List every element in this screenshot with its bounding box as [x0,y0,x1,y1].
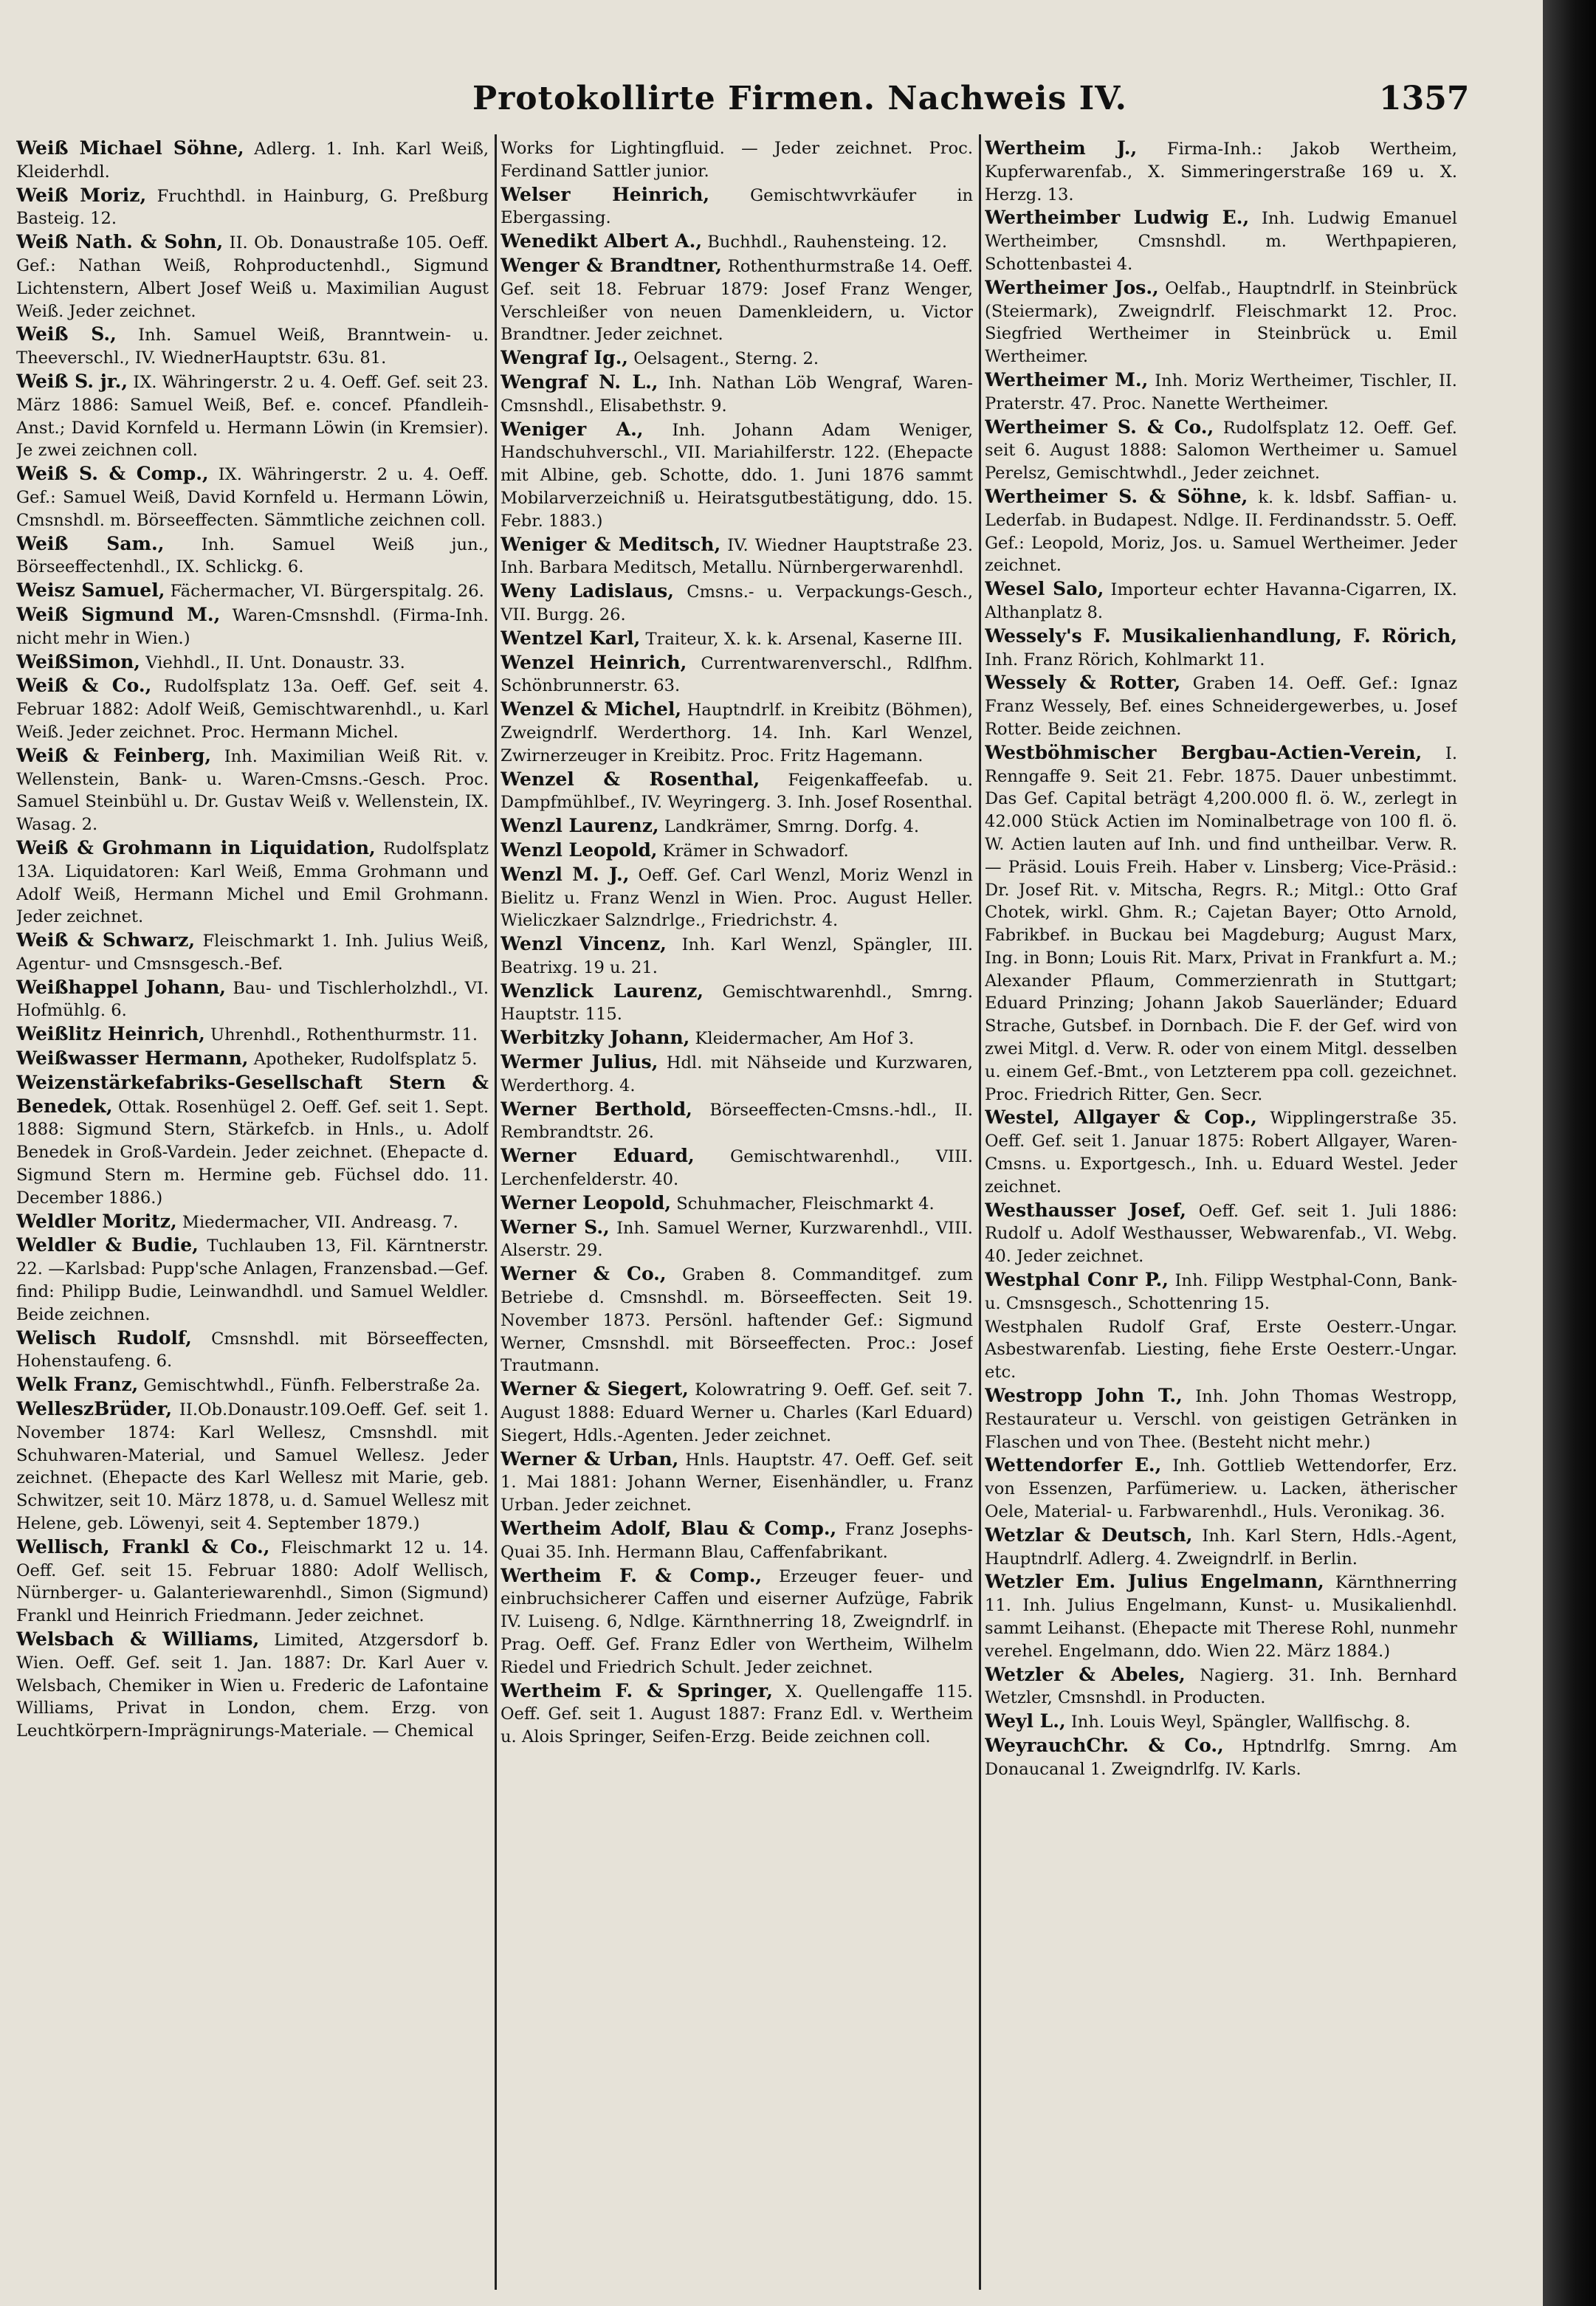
firm-details: Adlerg. 1. Inh. Karl Weiß, Kleiderhdl. [16,140,489,182]
directory-entry [985,1200,1457,1268]
firm-name: Weiß S. & Comp., [16,463,209,485]
firm-details: Fleischmarkt 1. Inh. Julius Weiß, Agentur- und Cmsnsgesch.-Bef. [16,932,489,974]
firm-name: Weizenstärkefabriks-Gesellschaft Stern & Benedek, [16,1071,489,1117]
firm-name: Weyl L., [985,1710,1066,1732]
firm-name: Wenzl M. J., [501,863,630,885]
firm-details: Gemischtwarenhdl., Smrng. Hauptstr. 115. [501,982,973,1025]
firm-name: Weiß Nath. & Sohn, [16,231,224,253]
firm-name: Wenzel & Michel, [501,698,682,720]
directory-entry [985,672,1457,740]
firm-name: Westhausser Josef, [985,1199,1187,1221]
firm-name: Wengraf N. L., [501,371,658,393]
firm-name: Weiß & Feinberg, [16,744,212,766]
firm-name: Werner & Co., [501,1263,667,1285]
firm-name: Weißwasser Hermann, [16,1047,249,1070]
firm-name: Weiß Moriz, [16,184,147,206]
firm-details: Viehhdl., II. Unt. Donaustr. 33. [145,653,405,672]
firm-name: Wertheim F. & Springer, [501,1679,773,1701]
directory-entry [16,185,489,231]
firm-details: Krämer in Schwadorf. [662,841,849,861]
firm-details: Inh. Samuel Werner, Kurzwarenhdl., VIII. Alserstr. 29. [501,1218,973,1261]
firm-name: Wellisch, Frankl & Co., [16,1535,270,1558]
firm-details: Importeur echter Havanna-Cigarren, IX. Althanplatz 8. [985,580,1457,622]
firm-details: IX. Währingerstr. 2 u. 4. Oeff. Gef.: Samuel Weiß, David Kornfeld u. Hermann Löwin, Cmsnshdl. m. Börseeffecten. Sämmtliche zeichnen coll. [16,465,489,530]
firm-details: II. Ob. Donaustraße 105. Oeff. Gef.: Nathan Weiß, Rohproductenhdl., Sigmund Lichtenstern, Albert Josef Weiß u. Maximilian August Weiß. Jeder zeichnet. [16,233,489,321]
firm-details: Nagierg. 31. Inh. Bernhard Wetzler, Cmsnshdl. in Producten. [985,1665,1457,1708]
directory-entry [501,1051,973,1098]
directory-entry [16,1374,489,1397]
firm-name: Wenzel & Rosenthal, [501,768,760,790]
firm-name: Wertheimer S. & Söhne, [985,485,1248,507]
firm-details: Bau- und Tischlerholzhdl., VI. Hofmühlg. 6. [16,978,489,1021]
directory-entry [985,1269,1457,1315]
directory-entry [501,1027,973,1050]
firm-details: IX. Währingerstr. 2 u. 4. Oeff. Gef. seit 23. März 1886: Samuel Weiß, Bef. e. concef. Pfandleih-Anst.; David Kornfeld u. Hermann Löwin (in Kremsier). Je zwei zeichnen coll. [16,372,489,461]
directory-entry [985,1316,1457,1384]
directory-entry [16,651,489,675]
column-3 [985,137,1457,2293]
firm-details: Gemischtwvrkäufer in Ebergassing. [501,185,973,228]
firm-name: Weiß & Schwarz, [16,929,196,951]
directory-entry [16,1234,489,1326]
directory-entry [501,1378,973,1447]
firm-name: Weniger A., [501,418,644,440]
firm-details: Oelfab., Hauptndrlf. in Steinbrück (Steiermark), Zweigndrlf. Fleischmarkt 12. Proc. Siegfried Wertheimer in Steinbrück u. Emil Wertheimer. [985,278,1457,367]
firm-details: Gemischtwhdl., Fünfh. Felberstraße 2a. [143,1376,481,1396]
directory-entry [16,1327,489,1374]
directory-entry [16,323,489,370]
directory-entry [16,1023,489,1047]
page-header [0,80,1543,124]
directory-entry [501,815,973,839]
firm-name: Weiß Michael Söhne, [16,137,244,159]
book-spine-edge [1543,0,1596,2306]
firm-details: Waren-Cmsnshdl. (Firma-Inh. nicht mehr in Wien.) [16,605,489,648]
directory-entry [501,255,973,346]
firm-details: Landkrämer, Smrng. Dorfg. 4. [664,817,920,837]
firm-details: Fruchthdl. in Hainburg, G. Preßburg Basteig. 12. [16,186,489,229]
directory-entry [16,1072,489,1210]
directory-entry [16,929,489,976]
directory-entry [985,1385,1457,1453]
firm-name: Weny Ladislaus, [501,580,674,602]
firm-details: Oeff. Gef. seit 1. Juli 1886: Rudolf u. Adolf Westhausser, Webwarenfab., VI. Webg. 40. Jeder zeichnet. [985,1201,1457,1267]
directory-entry [501,419,973,533]
directory-entry [501,933,973,980]
firm-details: Rudolfsplatz 13A. Liquidatoren: Karl Weiß, Emma Grohmann und Adolf Weiß, Hermann Michel und Emil Grohmann. Jeder zeichnet. [16,839,489,927]
firm-details: Firma-Inh.: Jakob Wertheim, Kupferwarenfab., X. Simmeringerstraße 169 u. X. Herzg. 13. [985,140,1457,204]
firm-details: Cmsns.- u. Verpackungs-Gesch., VII. Burgg. 26. [501,582,973,624]
firm-name: Wenzl Vincenz, [501,933,667,955]
directory-entry [16,745,489,836]
firm-details: Hptndrlfg. Smrng. Am Donaucanal 1. Zweigndrlfg. IV. Karls. [985,1736,1457,1779]
firm-details: II.Ob.Donaustr.109.Oeff. Gef. seit 1. November 1874: Karl Wellesz, Cmsnshdl. mit Schuhwaren-Material, und Samuel Wellesz. Jeder zeichnet. (Ehepacte des Karl Wellesz mit Marie, geb. Schwitzer, seit 10. März 1878, u. d. Samuel Wellesz mit Helene, geb. Löwenyi, seit 4. September 1879.) [16,1400,489,1534]
firm-details: Rudolfsplatz 13a. Oeff. Gef. seit 4. Februar 1882: Adolf Weiß, Gemischtwarenhdl., u. Karl Weiß. Jeder zeichnet. Proc. Hermann Michel. [16,677,489,742]
directory-entry [501,1192,973,1216]
column-rule [495,134,497,2290]
firm-details: Inh. Karl Stern, Hdls.-Agent, Hauptndrlf. Adlerg. 4. Zweigndrlf. in Berlin. [985,1526,1457,1569]
directory-entry [985,277,1457,368]
directory-entry [501,1448,973,1517]
firm-name: Westböhmischer Bergbau-Actien-Verein, [985,741,1423,763]
firm-name: Welk Franz, [16,1374,139,1396]
directory-entry [501,347,973,371]
directory-entry [16,1536,489,1628]
firm-name: Werner S., [501,1216,610,1238]
firm-name: Weiß S., [16,323,117,345]
firm-details: Inh. Samuel Weiß, Branntwein- u. Theeverschl., IV. WiednerHauptstr. 63u. 81. [16,326,489,368]
firm-details: Inh. John Thomas Westropp, Restaurateur u. Verschl. von geistigen Getränken in Flaschen und von Thee. (Besteht nicht mehr.) [985,1387,1457,1452]
directory-entry [501,371,973,418]
firm-name: Weiß & Co., [16,675,152,697]
page-number: 1357 [1379,80,1470,117]
firm-name: Wertheimber Ludwig E., [985,207,1250,229]
directory-entry [16,1398,489,1535]
firm-name: Weiß & Grohmann in Liquidation, [16,836,376,858]
firm-details: Traiteur, X. k. k. Arsenal, Kaserne III. [645,629,963,649]
directory-entry [16,371,489,462]
firm-details: I. Renngaffe 9. Seit 21. Febr. 1875. Dauer unbestimmt. Das Gef. Capital beträgt 4,200.000 fl. ö. W., zerlegt in 42.000 Stück Actien im Nominalbetrage von 100 fl. ö. W. Actien lauten auf Inh. und find untheilbar. Verw. R. — Präsid. Louis Freih. Haber v. Linsberg; Vice-Präsid.: Dr. Josef Rit. v. Mitscha, Regrs. R.; Mitgl.: Otto Graf Chotek, wirkl. Ghm. R.; Cajetan Bayer; Otto Arnold, Fabrikbef. in Buckau bei Magdeburg; August Marx, Ing. in Bonn; Louis Rit. Marx, Privat in Frankfurt a. M.; Alexander Pflaum, Commerzienrath in Stuttgart; Eduard Prinzing; Johann Jakob Sauerländer; Eduard Strache, Gutsbef. in Dornbach. Die F. der Gef. wird von zwei Mitgl. d. Verw. R. oder von einem Mitgl. desselben u. einem Gef.-Bmt., von Letzterem ppa coll. gezeichnet. Proc. Friedrich Ritter, Gen. Secr. [985,743,1457,1104]
firm-details: Franz Josephs-Quai 35. Inh. Hermann Blau, Caffenfabrikant. [501,1520,973,1562]
firm-name: Weldler Moritz, [16,1210,177,1232]
directory-entry [501,534,973,580]
firm-name: Wertheim Adolf, Blau & Comp., [501,1518,837,1540]
directory-entry [501,698,973,767]
firm-details: Cmsnshdl. mit Börseeffecten, Hohenstaufeng. 6. [16,1329,489,1371]
firm-name: Wenzel Heinrich, [501,651,687,673]
firm-details: IV. Wiedner Hauptstraße 23. Inh. Barbara Meditsch, Metallu. Nürnbergerwarenhdl. [501,535,973,578]
firm-name: Westel, Allgayer & Cop., [985,1106,1257,1129]
directory-entry [985,1664,1457,1710]
firm-name: Weldler & Budie, [16,1234,199,1256]
directory-entry [501,1518,973,1564]
firm-details: X. Quellengaffe 115. Oeff. Gef. seit 1. August 1887: Franz Edl. v. Wertheim u. Alois Springer, Seifen-Erzg. Beide zeichnen coll. [501,1682,973,1747]
firm-details: Currentwarenverschl., Rdlfhm. Schönbrunnerstr. 63. [501,653,973,696]
directory-entry [501,768,973,815]
directory-entry [985,1571,1457,1662]
firm-name: Welsbach & Williams, [16,1628,260,1650]
firm-details: Feigenkaffeefab. u. Dampfmühlbef., IV. Weyringerg. 3. Inh. Josef Rosenthal. [501,770,973,813]
firm-name: Welser Heinrich, [501,183,710,205]
firm-details: Kleidermacher, Am Hof 3. [695,1029,915,1049]
firm-name: Wermer Julius, [501,1051,658,1073]
directory-entry [501,1263,973,1377]
firm-details: Inh. Moriz Wertheimer, Tischler, II. Praterstr. 47. Proc. Nanette Wertheimer. [985,371,1457,413]
directory-entry [16,463,489,531]
firm-details: Inh. Franz Rörich, Kohlmarkt 11. [985,650,1265,670]
firm-name: Wentzel Karl, [501,627,641,649]
directory-entry [985,1524,1457,1571]
directory-entry [985,625,1457,672]
firm-details: Miedermacher, VII. Andreasg. 7. [182,1212,458,1232]
firm-details: Westphalen Rudolf Graf, Erste Oesterr.-Ungar. Asbestwarenfab. Liesting, fiehe Erste Oesterr.-Ungar. etc. [985,1317,1457,1383]
page-title: Protokollirte Firmen. Nachweis IV. [472,80,1127,117]
column-2 [501,137,973,2293]
firm-name: Weißhappel Johann, [16,976,226,998]
directory-entry [501,627,973,651]
firm-details: Oelsagent., Sterng. 2. [633,349,819,369]
firm-name: Welisch Rudolf, [16,1326,192,1349]
firm-name: Wenedikt Albert A., [501,230,703,252]
firm-name: Weiß Sigmund M., [16,603,221,625]
directory-entry [501,1145,973,1191]
firm-name: Wenzlick Laurenz, [501,980,704,1002]
firm-name: Wessely's F. Musikalienhandlung, F. Rörich, [985,624,1457,647]
directory-entry [16,1047,489,1071]
directory-entry [985,207,1457,275]
firm-details: k. k. ldsbf. Saffian- u. Lederfab. in Budapest. Ndlge. II. Ferdinandsstr. 5. Oeff. Gef.: Leopold, Moriz, Jos. u. Samuel Wertheimer. Jeder zeichnet. [985,487,1457,576]
firm-details: Hauptndrlf. in Kreibitz (Böhmen), Zweigndrlf. Werderthorg. 14. Inh. Karl Wenzel, Zwirnerzeuger in Kreibitz. Proc. Fritz Hagemann. [501,701,973,765]
firm-name: Wertheim F. & Comp., [501,1564,763,1586]
firm-details: Börseeffecten-Cmsns.-hdl., II. Rembrandtstr. 26. [501,1100,973,1143]
firm-details: Inh. Nathan Löb Wengraf, Waren-Cmsnshdl., Elisabethstr. 9. [501,373,973,416]
directory-entry [16,1211,489,1234]
directory-entry [16,231,489,323]
firm-name: Wertheimer Jos., [985,276,1159,298]
firm-name: Wertheimer S. & Co., [985,416,1214,438]
firm-details: Rudolfsplatz 12. Oeff. Gef. seit 6. August 1888: Salomon Wertheimer u. Samuel Perelsz, Gemischtwhdl., Jeder zeichnet. [985,418,1457,483]
firm-name: Weniger & Meditsch, [501,533,721,555]
firm-name: Weiß S. jr., [16,370,128,392]
firm-name: WeyrauchChr. & Co., [985,1734,1224,1756]
directory-entry [16,137,489,184]
directory-entry [501,1216,973,1263]
firm-name: WeißSimon, [16,650,140,672]
directory-entry [985,578,1457,624]
firm-name: Wenger & Brandtner, [501,254,722,276]
firm-details: Buchhdl., Rauhensteing. 12. [707,233,948,252]
firm-name: WelleszBrüder, [16,1398,173,1420]
firm-name: Westphal Conr P., [985,1269,1169,1291]
firm-details: Oeff. Gef. Carl Wenzl, Moriz Wenzl in Bielitz u. Franz Wenzl in Wien. Proc. August Heller. Wieliczkaer Salzndrlge., Friedrichstr. 4. [501,865,973,931]
firm-details: Inh. Samuel Weiß jun., Börseeffectenhdl., IX. Schlickg. 6. [16,534,489,577]
firm-details: Rothenthurmstraße 14. Oeff. Gef. seit 18. Februar 1879: Josef Franz Wenger, Verschleißer von neuen Damenkleidern, u. Victor Brandtner. Jeder zeichnet. [501,256,973,345]
directory-entry [501,839,973,863]
firm-name: Wertheimer M., [985,368,1149,390]
directory-entry [16,1628,489,1743]
directory-entry [16,533,489,579]
firm-name: Wertheim J., [985,137,1138,159]
firm-details: Kolowratring 9. Oeff. Gef. seit 7. August 1888: Eduard Werner u. Charles (Karl Eduard) Siegert, Hdls.-Agenten. Jeder zeichnet. [501,1380,973,1445]
firm-name: Westropp John T., [985,1385,1183,1407]
directory-entry [501,230,973,254]
directory-entry [985,1454,1457,1523]
firm-details: Wipplingerstraße 35. Oeff. Gef. seit 1. Januar 1875: Robert Allgayer, Waren-Cmsns. u. Exportgesch., Inh. u. Eduard Westel. Jeder zeichnet. [985,1109,1457,1197]
directory-entry [985,1710,1457,1734]
directory-entry [501,1098,973,1145]
firm-name: Werbitzky Johann, [501,1027,690,1049]
firm-details: Inh. Filipp Westphal-Conn, Bank- u. Cmsnsgesch., Schottenring 15. [985,1271,1457,1313]
firm-details: Graben 8. Commanditgef. zum Betriebe d. Cmsnshdl. m. Börseeffecten. Seit 19. November 1873. Persönl. haftender Gef.: Sigmund Werner, Cmsnshdl. mit Börseeffecten. Proc.: Josef Trautmann. [501,1265,973,1376]
firm-details: Fleischmarkt 12 u. 14. Oeff. Gef. seit 15. Februar 1880: Adolf Wellisch, Nürnberger- u. Galanteriewarenhdl., Simon (Sigmund) Frankl und Heinrich Friedmann. Jeder zeichnet. [16,1538,489,1626]
firm-details: Uhrenhdl., Rothenthurmstr. 11. [210,1025,478,1045]
firm-details: Works for Lightingfluid. — Jeder zeichnet. Proc. Ferdinand Sattler junior. [501,139,973,181]
firm-name: Werner Eduard, [501,1145,695,1167]
firm-name: Weiß Sam., [16,532,165,554]
firm-name: Weißlitz Heinrich, [16,1023,205,1045]
directory-entry [985,1735,1457,1781]
directory-entry [16,675,489,743]
firm-details: Inh. Gottlieb Wettendorfer, Erz. von Essenzen, Parfümeriew. u. Lacken, ätherischer Oele, Material- u. Farbwarenhdl., Huls. Veronikag. 36. [985,1456,1457,1522]
directory-entry [985,369,1457,416]
firm-name: Wessely & Rotter, [985,672,1181,694]
directory-entry [501,184,973,230]
directory-entry [985,1106,1457,1198]
firm-name: Wenzl Leopold, [501,839,658,861]
firm-name: Weisz Samuel, [16,579,165,602]
directory-entry [16,837,489,929]
firm-details: Hdl. mit Nähseide und Kurzwaren, Werderthorg. 4. [501,1053,973,1095]
firm-details: Kärnthnerring 11. Inh. Julius Engelmann, Kunst- u. Musikalienhdl. sammt Leihanst. (Ehepacte mit Therese Rohl, nunmehr verehel. Engelmann, ddo. Wien 22. März 1884.) [985,1573,1457,1661]
directory-entry [985,486,1457,577]
directory-entry [985,416,1457,485]
directory-entry [16,604,489,650]
firm-name: Wetzler & Abeles, [985,1663,1186,1685]
firm-details: Gemischtwarenhdl., VIII. Lerchenfelderstr. 40. [501,1147,973,1190]
column-1 [16,137,489,2293]
firm-details: Graben 14. Oeff. Gef.: Ignaz Franz Wessely, Bef. eines Schneidergewerbes, u. Josef Rotter. Beide zeichnen. [985,674,1457,739]
directory-entry [501,137,973,183]
firm-details: Tuchlauben 13, Fil. Kärntnerstr. 22. —Karlsbad: Pupp'sche Anlagen, Franzensbad.—Gef. find: Philipp Budie, Leinwandhdl. und Samuel Weldler. Beide zeichnen. [16,1236,489,1324]
directory-entry [501,1680,973,1749]
firm-name: Werner & Siegert, [501,1378,689,1400]
firm-name: Wesel Salo, [985,578,1104,600]
directory-entry [985,742,1457,1106]
firm-details: Inh. Karl Wenzl, Spängler, III. Beatrixg. 19 u. 21. [501,935,973,977]
firm-name: Wenzl Laurenz, [501,815,659,837]
directory-entry [501,652,973,698]
firm-details: Schuhmacher, Fleischmarkt 4. [676,1194,935,1214]
firm-name: Werner Leopold, [501,1191,672,1214]
directory-entry [501,980,973,1027]
column-rule [979,134,981,2290]
firm-details: Fächermacher, VI. Bürgerspitalg. 26. [170,582,484,602]
directory-entry [16,977,489,1023]
directory-entry [501,1565,973,1679]
firm-details: Erzeuger feuer- und einbruchsicherer Caffen und eiserner Aufzüge, Fabrik IV. Luiseng. 6, Ndlge. Kärnthnerring 18, Zweigndrlf. in Prag. Oeff. Gef. Franz Edler von Wertheim, Wilhelm Riedel und Friedrich Schult. Jeder zeichnet. [501,1566,973,1677]
firm-details: Limited, Atzgersdorf b. Wien. Oeff. Gef. seit 1. Jan. 1887: Dr. Karl Auer v. Welsbach, Chemiker in Wien u. Frederic de Lafontaine Williams, Privat in London, chem. Erzg. von Leuchtkörpern-Imprägnirungs-Materiale. — Chemical [16,1631,489,1741]
directory-entry [501,864,973,932]
firm-name: Werner & Urban, [501,1448,679,1470]
firm-name: Wettendorfer E., [985,1454,1162,1476]
firm-details: Inh. Ludwig Emanuel Wertheimber, Cmsnshdl. m. Werthpapieren, Schottenbastei 4. [985,209,1457,274]
firm-details: Inh. Johann Adam Weniger, Handschuhverschl., VII. Mariahilferstr. 122. (Ehepacte mit Albine, geb. Schotte, ddo. 1. Juni 1876 sammt Mobilarverzeichniß u. Heiratsgutbestätigung, ddo. 15. Febr. 1883.) [501,420,973,531]
firm-name: Wetzler Em. Julius Engelmann, [985,1571,1324,1593]
firm-name: Wetzlar & Deutsch, [985,1524,1193,1546]
directory-entry [16,579,489,603]
firm-name: Werner Berthold, [501,1098,692,1120]
firm-details: Apotheker, Rudolfsplatz 5. [253,1050,478,1070]
firm-name: Wengraf Ig., [501,347,629,369]
firm-details: Inh. Louis Weyl, Spängler, Wallfischg. 8. [1070,1713,1411,1732]
directory-entry [985,137,1457,206]
firm-details: Hnls. Hauptstr. 47. Oeff. Gef. seit 1. Mai 1881: Johann Werner, Eisenhändler, u. Franz Urban. Jeder zeichnet. [501,1450,973,1515]
directory-entry [501,580,973,627]
firm-details: Inh. Maximilian Weiß Rit. v. Wellenstein, Bank- u. Waren-Cmsns.-Gesch. Proc. Samuel Steinbühl u. Dr. Gustav Weiß v. Wellenstein, IX. Wasag. 2. [16,746,489,835]
firm-details: Ottak. Rosenhügel 2. Oeff. Gef. seit 1. Sept. 1888: Sigmund Stern, Stärkefcb. in Hnls., u. Adolf Benedek in Groß-Vardein. Jeder zeichnet. (Ehepacte d. Sigmund Stern m. Hermine geb. Füchsel ddo. 11. December 1886.) [16,1097,489,1208]
